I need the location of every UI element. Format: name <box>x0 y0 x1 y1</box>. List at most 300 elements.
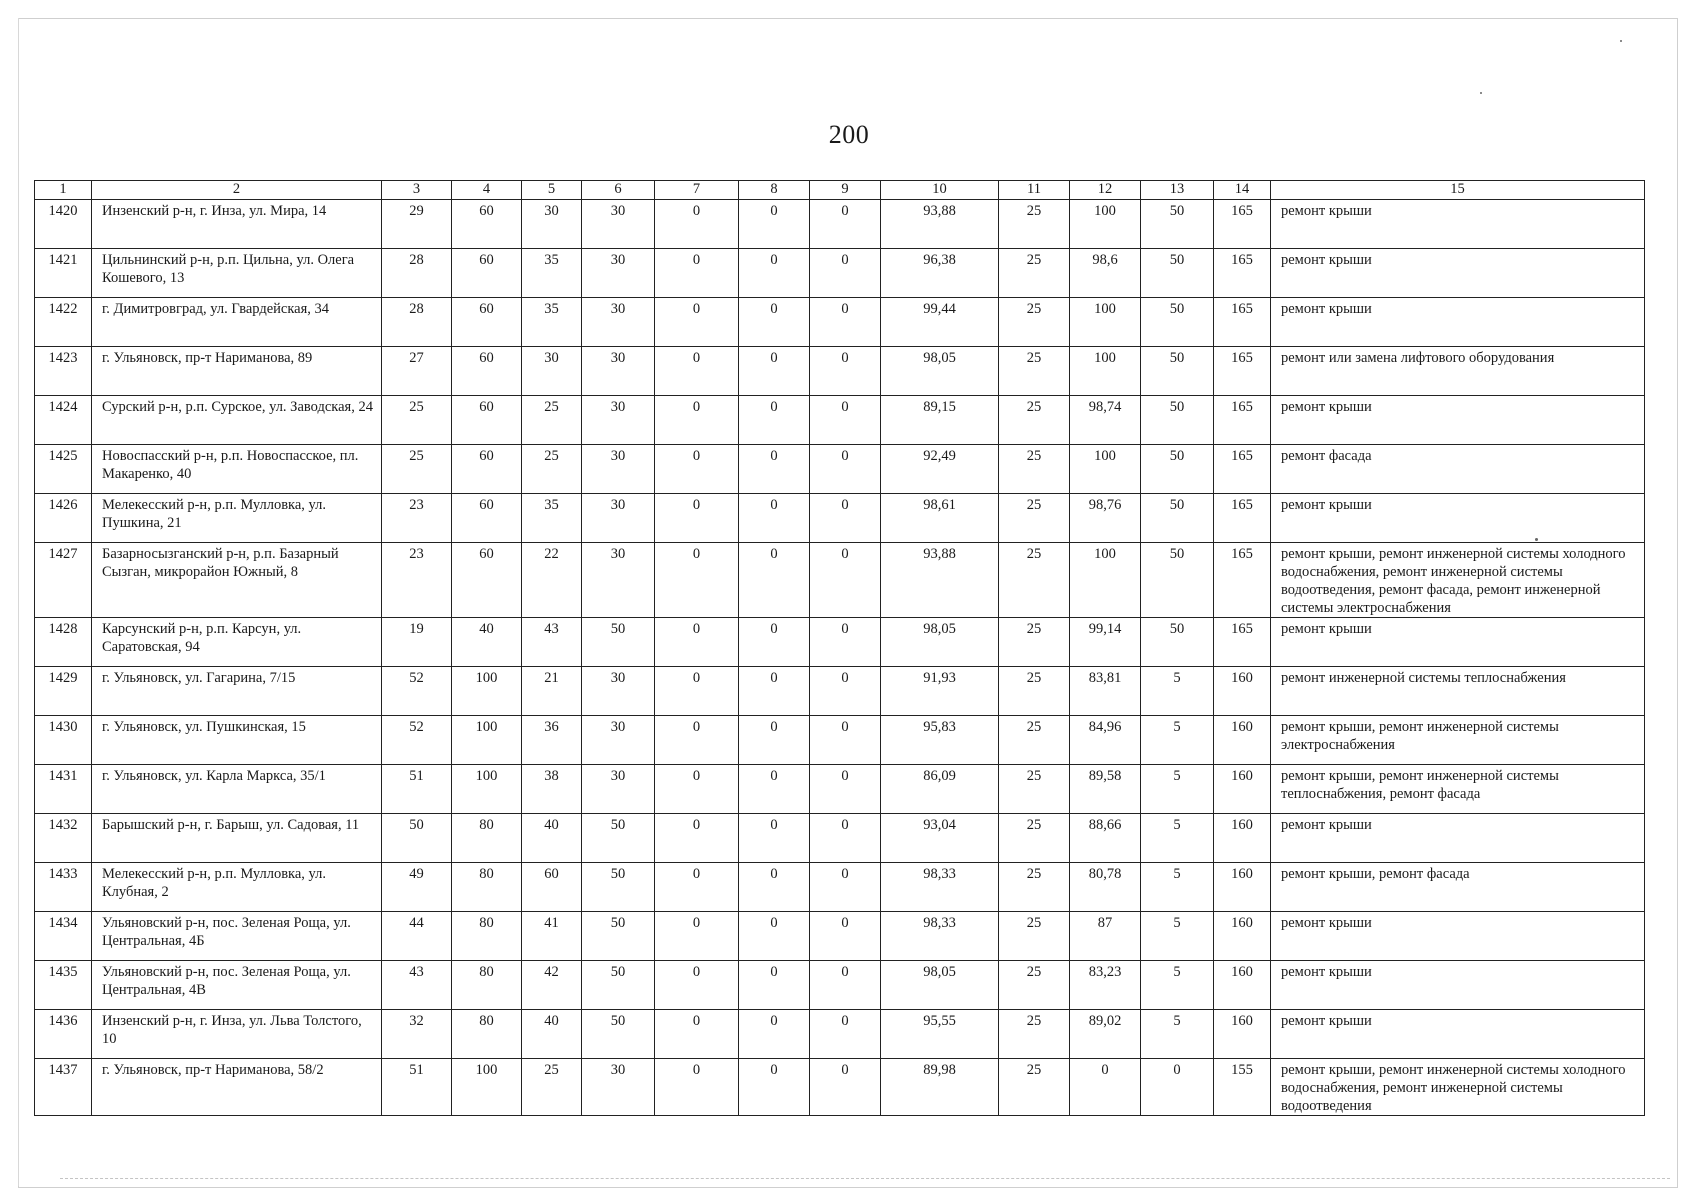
cell-col-13: 5 <box>1141 814 1214 863</box>
cell-col-6: 30 <box>582 347 655 396</box>
cell-col-12: 100 <box>1070 543 1141 618</box>
cell-col-13: 5 <box>1141 863 1214 912</box>
cell-col-8: 0 <box>739 543 810 618</box>
cell-col-5: 30 <box>522 347 582 396</box>
cell-col-11: 25 <box>999 716 1070 765</box>
cell-col-12: 0 <box>1070 1059 1141 1116</box>
cell-col-12: 100 <box>1070 445 1141 494</box>
row-number-cell: 1427 <box>35 543 92 618</box>
cell-col-5: 40 <box>522 1010 582 1059</box>
cell-col-4: 60 <box>452 298 522 347</box>
cell-col-3: 51 <box>382 765 452 814</box>
cell-col-12: 100 <box>1070 298 1141 347</box>
scan-speck <box>1480 92 1482 94</box>
row-number-cell: 1434 <box>35 912 92 961</box>
table-row <box>35 618 1645 667</box>
scan-speck <box>1535 538 1538 541</box>
cell-col-12: 89,58 <box>1070 765 1141 814</box>
cell-col-9: 0 <box>810 765 881 814</box>
cell-col-7: 0 <box>655 1059 739 1116</box>
cell-col-4: 60 <box>452 396 522 445</box>
works-cell: ремонт крыши <box>1271 618 1645 667</box>
address-cell: г. Ульяновск, пр-т Нариманова, 89 <box>92 347 382 396</box>
table-row <box>35 912 1645 961</box>
cell-col-8: 0 <box>739 396 810 445</box>
cell-col-8: 0 <box>739 298 810 347</box>
address-cell: г. Ульяновск, ул. Карла Маркса, 35/1 <box>92 765 382 814</box>
cell-col-10: 98,61 <box>881 494 999 543</box>
column-header-14: 14 <box>1214 181 1271 200</box>
cell-col-10: 93,04 <box>881 814 999 863</box>
cell-col-11: 25 <box>999 543 1070 618</box>
cell-col-9: 0 <box>810 347 881 396</box>
cell-col-14: 155 <box>1214 1059 1271 1116</box>
works-cell: ремонт инженерной системы теплоснабжения <box>1271 667 1645 716</box>
cell-col-6: 50 <box>582 961 655 1010</box>
table-row <box>35 1059 1645 1116</box>
cell-col-3: 44 <box>382 912 452 961</box>
cell-col-4: 60 <box>452 494 522 543</box>
column-header-4: 4 <box>452 181 522 200</box>
cell-col-11: 25 <box>999 912 1070 961</box>
header-row <box>35 181 1645 200</box>
cell-col-10: 86,09 <box>881 765 999 814</box>
row-number-cell: 1431 <box>35 765 92 814</box>
cell-col-6: 30 <box>582 249 655 298</box>
cell-col-14: 160 <box>1214 814 1271 863</box>
cell-col-5: 43 <box>522 618 582 667</box>
cell-col-6: 50 <box>582 912 655 961</box>
cell-col-10: 93,88 <box>881 543 999 618</box>
row-number-cell: 1436 <box>35 1010 92 1059</box>
column-header-6: 6 <box>582 181 655 200</box>
cell-col-8: 0 <box>739 1059 810 1116</box>
row-number-cell: 1420 <box>35 200 92 249</box>
cell-col-10: 98,33 <box>881 912 999 961</box>
cell-col-4: 80 <box>452 961 522 1010</box>
row-number-cell: 1426 <box>35 494 92 543</box>
cell-col-9: 0 <box>810 298 881 347</box>
table-row <box>35 445 1645 494</box>
works-cell: ремонт крыши, ремонт инженерной системы теплоснабжения, ремонт фасада <box>1271 765 1645 814</box>
cell-col-10: 91,93 <box>881 667 999 716</box>
cell-col-10: 93,88 <box>881 200 999 249</box>
page-number: 200 <box>828 120 870 149</box>
address-cell: Ульяновский р-н, пос. Зеленая Роща, ул. Центральная, 4В <box>92 961 382 1010</box>
cell-col-7: 0 <box>655 863 739 912</box>
cell-col-13: 50 <box>1141 445 1214 494</box>
cell-col-7: 0 <box>655 396 739 445</box>
cell-col-4: 60 <box>452 543 522 618</box>
address-cell: Мелекесский р-н, р.п. Мулловка, ул. Клубная, 2 <box>92 863 382 912</box>
cell-col-5: 60 <box>522 863 582 912</box>
cell-col-13: 50 <box>1141 494 1214 543</box>
cell-col-5: 22 <box>522 543 582 618</box>
cell-col-13: 5 <box>1141 912 1214 961</box>
cell-col-10: 95,83 <box>881 716 999 765</box>
cell-col-6: 30 <box>582 494 655 543</box>
cell-col-9: 0 <box>810 543 881 618</box>
cell-col-5: 25 <box>522 396 582 445</box>
cell-col-7: 0 <box>655 1010 739 1059</box>
cell-col-10: 98,05 <box>881 618 999 667</box>
cell-col-8: 0 <box>739 445 810 494</box>
cell-col-11: 25 <box>999 667 1070 716</box>
cell-col-6: 30 <box>582 200 655 249</box>
cell-col-11: 25 <box>999 814 1070 863</box>
cell-col-5: 35 <box>522 298 582 347</box>
cell-col-4: 80 <box>452 814 522 863</box>
address-cell: Ульяновский р-н, пос. Зеленая Роща, ул. Центральная, 4Б <box>92 912 382 961</box>
table-row <box>35 494 1645 543</box>
column-header-1: 1 <box>35 181 92 200</box>
address-cell: Инзенский р-н, г. Инза, ул. Льва Толстого, 10 <box>92 1010 382 1059</box>
table-row <box>35 716 1645 765</box>
cell-col-14: 165 <box>1214 396 1271 445</box>
column-header-10: 10 <box>881 181 999 200</box>
cell-col-6: 30 <box>582 667 655 716</box>
cell-col-12: 99,14 <box>1070 618 1141 667</box>
cell-col-9: 0 <box>810 863 881 912</box>
cell-col-11: 25 <box>999 863 1070 912</box>
cell-col-7: 0 <box>655 200 739 249</box>
cell-col-8: 0 <box>739 912 810 961</box>
cell-col-3: 52 <box>382 667 452 716</box>
cell-col-9: 0 <box>810 618 881 667</box>
cell-col-5: 21 <box>522 667 582 716</box>
scan-noise-line <box>60 1178 1670 1179</box>
cell-col-9: 0 <box>810 494 881 543</box>
table-row <box>35 543 1645 618</box>
cell-col-8: 0 <box>739 765 810 814</box>
works-cell: ремонт крыши <box>1271 396 1645 445</box>
cell-col-9: 0 <box>810 200 881 249</box>
cell-col-6: 30 <box>582 716 655 765</box>
cell-col-6: 30 <box>582 396 655 445</box>
cell-col-12: 98,6 <box>1070 249 1141 298</box>
cell-col-11: 25 <box>999 445 1070 494</box>
row-number-cell: 1435 <box>35 961 92 1010</box>
cell-col-14: 165 <box>1214 445 1271 494</box>
works-cell: ремонт крыши <box>1271 494 1645 543</box>
cell-col-7: 0 <box>655 716 739 765</box>
cell-col-11: 25 <box>999 396 1070 445</box>
cell-col-5: 35 <box>522 249 582 298</box>
cell-col-3: 19 <box>382 618 452 667</box>
table-row <box>35 863 1645 912</box>
table-row <box>35 347 1645 396</box>
cell-col-9: 0 <box>810 716 881 765</box>
row-number-cell: 1423 <box>35 347 92 396</box>
cell-col-10: 98,05 <box>881 347 999 396</box>
works-cell: ремонт крыши, ремонт инженерной системы холодного водоснабжения, ремонт инженерной системы водоотведения, ремонт фасада, ремонт инженерной системы электроснабжения <box>1271 543 1645 618</box>
cell-col-9: 0 <box>810 445 881 494</box>
cell-col-13: 50 <box>1141 396 1214 445</box>
row-number-cell: 1422 <box>35 298 92 347</box>
cell-col-11: 25 <box>999 961 1070 1010</box>
cell-col-3: 49 <box>382 863 452 912</box>
cell-col-8: 0 <box>739 200 810 249</box>
cell-col-8: 0 <box>739 249 810 298</box>
table-row <box>35 765 1645 814</box>
cell-col-4: 60 <box>452 200 522 249</box>
cell-col-3: 51 <box>382 1059 452 1116</box>
cell-col-14: 165 <box>1214 618 1271 667</box>
cell-col-4: 80 <box>452 1010 522 1059</box>
cell-col-11: 25 <box>999 298 1070 347</box>
cell-col-13: 50 <box>1141 249 1214 298</box>
cell-col-7: 0 <box>655 765 739 814</box>
cell-col-13: 5 <box>1141 667 1214 716</box>
cell-col-7: 0 <box>655 494 739 543</box>
column-header-8: 8 <box>739 181 810 200</box>
cell-col-14: 160 <box>1214 961 1271 1010</box>
cell-col-13: 5 <box>1141 961 1214 1010</box>
cell-col-8: 0 <box>739 618 810 667</box>
address-cell: г. Ульяновск, ул. Гагарина, 7/15 <box>92 667 382 716</box>
row-number-cell: 1429 <box>35 667 92 716</box>
cell-col-8: 0 <box>739 667 810 716</box>
works-cell: ремонт крыши <box>1271 200 1645 249</box>
cell-col-11: 25 <box>999 249 1070 298</box>
cell-col-8: 0 <box>739 863 810 912</box>
cell-col-4: 60 <box>452 445 522 494</box>
cell-col-14: 165 <box>1214 543 1271 618</box>
cell-col-8: 0 <box>739 347 810 396</box>
cell-col-4: 80 <box>452 912 522 961</box>
column-header-9: 9 <box>810 181 881 200</box>
cell-col-3: 32 <box>382 1010 452 1059</box>
cell-col-12: 89,02 <box>1070 1010 1141 1059</box>
cell-col-14: 160 <box>1214 667 1271 716</box>
cell-col-13: 5 <box>1141 765 1214 814</box>
cell-col-9: 0 <box>810 396 881 445</box>
cell-col-5: 42 <box>522 961 582 1010</box>
cell-col-7: 0 <box>655 445 739 494</box>
cell-col-5: 36 <box>522 716 582 765</box>
row-number-cell: 1430 <box>35 716 92 765</box>
cell-col-9: 0 <box>810 1010 881 1059</box>
cell-col-7: 0 <box>655 667 739 716</box>
cell-col-13: 0 <box>1141 1059 1214 1116</box>
address-cell: Новоспасский р-н, р.п. Новоспасское, пл. Макаренко, 40 <box>92 445 382 494</box>
cell-col-6: 50 <box>582 1010 655 1059</box>
row-number-cell: 1437 <box>35 1059 92 1116</box>
cell-col-3: 28 <box>382 249 452 298</box>
cell-col-4: 60 <box>452 249 522 298</box>
cell-col-3: 23 <box>382 494 452 543</box>
column-header-12: 12 <box>1070 181 1141 200</box>
address-cell: Барышский р-н, г. Барыш, ул. Садовая, 11 <box>92 814 382 863</box>
works-cell: ремонт крыши <box>1271 298 1645 347</box>
works-cell: ремонт крыши <box>1271 249 1645 298</box>
cell-col-10: 98,33 <box>881 863 999 912</box>
cell-col-6: 30 <box>582 298 655 347</box>
cell-col-12: 100 <box>1070 347 1141 396</box>
table-row <box>35 667 1645 716</box>
cell-col-10: 92,49 <box>881 445 999 494</box>
cell-col-4: 100 <box>452 716 522 765</box>
cell-col-13: 50 <box>1141 347 1214 396</box>
table-row <box>35 396 1645 445</box>
cell-col-5: 40 <box>522 814 582 863</box>
cell-col-14: 165 <box>1214 249 1271 298</box>
cell-col-9: 0 <box>810 912 881 961</box>
address-cell: Карсунский р-н, р.п. Карсун, ул. Саратовская, 94 <box>92 618 382 667</box>
cell-col-4: 100 <box>452 667 522 716</box>
cell-col-11: 25 <box>999 494 1070 543</box>
works-cell: ремонт крыши, ремонт инженерной системы электроснабжения <box>1271 716 1645 765</box>
cell-col-8: 0 <box>739 716 810 765</box>
cell-col-3: 52 <box>382 716 452 765</box>
works-cell: ремонт или замена лифтового оборудования <box>1271 347 1645 396</box>
cell-col-7: 0 <box>655 912 739 961</box>
column-header-2: 2 <box>92 181 382 200</box>
address-cell: г. Димитровград, ул. Гвардейская, 34 <box>92 298 382 347</box>
cell-col-12: 80,78 <box>1070 863 1141 912</box>
cell-col-9: 0 <box>810 667 881 716</box>
works-cell: ремонт фасада <box>1271 445 1645 494</box>
works-cell: ремонт крыши <box>1271 961 1645 1010</box>
cell-col-5: 25 <box>522 1059 582 1116</box>
column-header-5: 5 <box>522 181 582 200</box>
cell-col-10: 95,55 <box>881 1010 999 1059</box>
cell-col-14: 165 <box>1214 347 1271 396</box>
address-cell: Сурский р-н, р.п. Сурское, ул. Заводская, 24 <box>92 396 382 445</box>
cell-col-12: 88,66 <box>1070 814 1141 863</box>
cell-col-3: 29 <box>382 200 452 249</box>
cell-col-8: 0 <box>739 494 810 543</box>
cell-col-11: 25 <box>999 200 1070 249</box>
cell-col-8: 0 <box>739 1010 810 1059</box>
cell-col-5: 38 <box>522 765 582 814</box>
cell-col-12: 84,96 <box>1070 716 1141 765</box>
column-header-7: 7 <box>655 181 739 200</box>
cell-col-14: 165 <box>1214 298 1271 347</box>
cell-col-9: 0 <box>810 814 881 863</box>
cell-col-6: 30 <box>582 765 655 814</box>
cell-col-10: 89,15 <box>881 396 999 445</box>
cell-col-3: 43 <box>382 961 452 1010</box>
cell-col-13: 50 <box>1141 298 1214 347</box>
cell-col-13: 50 <box>1141 200 1214 249</box>
cell-col-5: 25 <box>522 445 582 494</box>
cell-col-12: 98,74 <box>1070 396 1141 445</box>
cell-col-7: 0 <box>655 618 739 667</box>
cell-col-6: 50 <box>582 863 655 912</box>
works-cell: ремонт крыши <box>1271 1010 1645 1059</box>
cell-col-14: 160 <box>1214 716 1271 765</box>
cell-col-4: 80 <box>452 863 522 912</box>
cell-col-6: 30 <box>582 543 655 618</box>
scan-speck <box>1620 40 1622 42</box>
cell-col-6: 30 <box>582 445 655 494</box>
works-cell: ремонт крыши <box>1271 814 1645 863</box>
register-table <box>34 180 1645 1116</box>
cell-col-8: 0 <box>739 814 810 863</box>
cell-col-11: 25 <box>999 1059 1070 1116</box>
cell-col-3: 23 <box>382 543 452 618</box>
cell-col-9: 0 <box>810 961 881 1010</box>
cell-col-10: 89,98 <box>881 1059 999 1116</box>
cell-col-7: 0 <box>655 961 739 1010</box>
cell-col-14: 160 <box>1214 765 1271 814</box>
row-number-cell: 1425 <box>35 445 92 494</box>
address-cell: Цильнинский р-н, р.п. Цильна, ул. Олега Кошевого, 13 <box>92 249 382 298</box>
works-cell: ремонт крыши, ремонт инженерной системы холодного водоснабжения, ремонт инженерной системы водоотведения <box>1271 1059 1645 1116</box>
address-cell: Мелекесский р-н, р.п. Мулловка, ул. Пушкина, 21 <box>92 494 382 543</box>
cell-col-13: 5 <box>1141 716 1214 765</box>
cell-col-11: 25 <box>999 1010 1070 1059</box>
table-row <box>35 961 1645 1010</box>
cell-col-13: 5 <box>1141 1010 1214 1059</box>
cell-col-14: 165 <box>1214 494 1271 543</box>
cell-col-9: 0 <box>810 1059 881 1116</box>
cell-col-7: 0 <box>655 347 739 396</box>
row-number-cell: 1424 <box>35 396 92 445</box>
table-row <box>35 200 1645 249</box>
cell-col-3: 25 <box>382 445 452 494</box>
cell-col-3: 50 <box>382 814 452 863</box>
cell-col-6: 30 <box>582 1059 655 1116</box>
address-cell: г. Ульяновск, ул. Пушкинская, 15 <box>92 716 382 765</box>
cell-col-13: 50 <box>1141 618 1214 667</box>
column-header-13: 13 <box>1141 181 1214 200</box>
table-row <box>35 1010 1645 1059</box>
cell-col-11: 25 <box>999 765 1070 814</box>
cell-col-10: 99,44 <box>881 298 999 347</box>
cell-col-12: 100 <box>1070 200 1141 249</box>
cell-col-5: 35 <box>522 494 582 543</box>
cell-col-14: 160 <box>1214 1010 1271 1059</box>
cell-col-12: 83,23 <box>1070 961 1141 1010</box>
cell-col-3: 25 <box>382 396 452 445</box>
cell-col-3: 27 <box>382 347 452 396</box>
cell-col-6: 50 <box>582 814 655 863</box>
row-number-cell: 1433 <box>35 863 92 912</box>
cell-col-7: 0 <box>655 298 739 347</box>
address-cell: Инзенский р-н, г. Инза, ул. Мира, 14 <box>92 200 382 249</box>
cell-col-3: 28 <box>382 298 452 347</box>
column-header-11: 11 <box>999 181 1070 200</box>
row-number-cell: 1421 <box>35 249 92 298</box>
cell-col-4: 100 <box>452 765 522 814</box>
table-row <box>35 249 1645 298</box>
cell-col-8: 0 <box>739 961 810 1010</box>
cell-col-14: 160 <box>1214 863 1271 912</box>
cell-col-5: 30 <box>522 200 582 249</box>
table-body <box>35 200 1645 1116</box>
cell-col-7: 0 <box>655 249 739 298</box>
cell-col-14: 160 <box>1214 912 1271 961</box>
address-cell: Базарносызганский р-н, р.п. Базарный Сызган, микрорайон Южный, 8 <box>92 543 382 618</box>
works-cell: ремонт крыши, ремонт фасада <box>1271 863 1645 912</box>
cell-col-11: 25 <box>999 347 1070 396</box>
table-row <box>35 814 1645 863</box>
cell-col-10: 96,38 <box>881 249 999 298</box>
cell-col-5: 41 <box>522 912 582 961</box>
cell-col-4: 40 <box>452 618 522 667</box>
table-row <box>35 298 1645 347</box>
cell-col-13: 50 <box>1141 543 1214 618</box>
cell-col-14: 165 <box>1214 200 1271 249</box>
cell-col-10: 98,05 <box>881 961 999 1010</box>
cell-col-4: 60 <box>452 347 522 396</box>
row-number-cell: 1428 <box>35 618 92 667</box>
address-cell: г. Ульяновск, пр-т Нариманова, 58/2 <box>92 1059 382 1116</box>
works-cell: ремонт крыши <box>1271 912 1645 961</box>
cell-col-9: 0 <box>810 249 881 298</box>
